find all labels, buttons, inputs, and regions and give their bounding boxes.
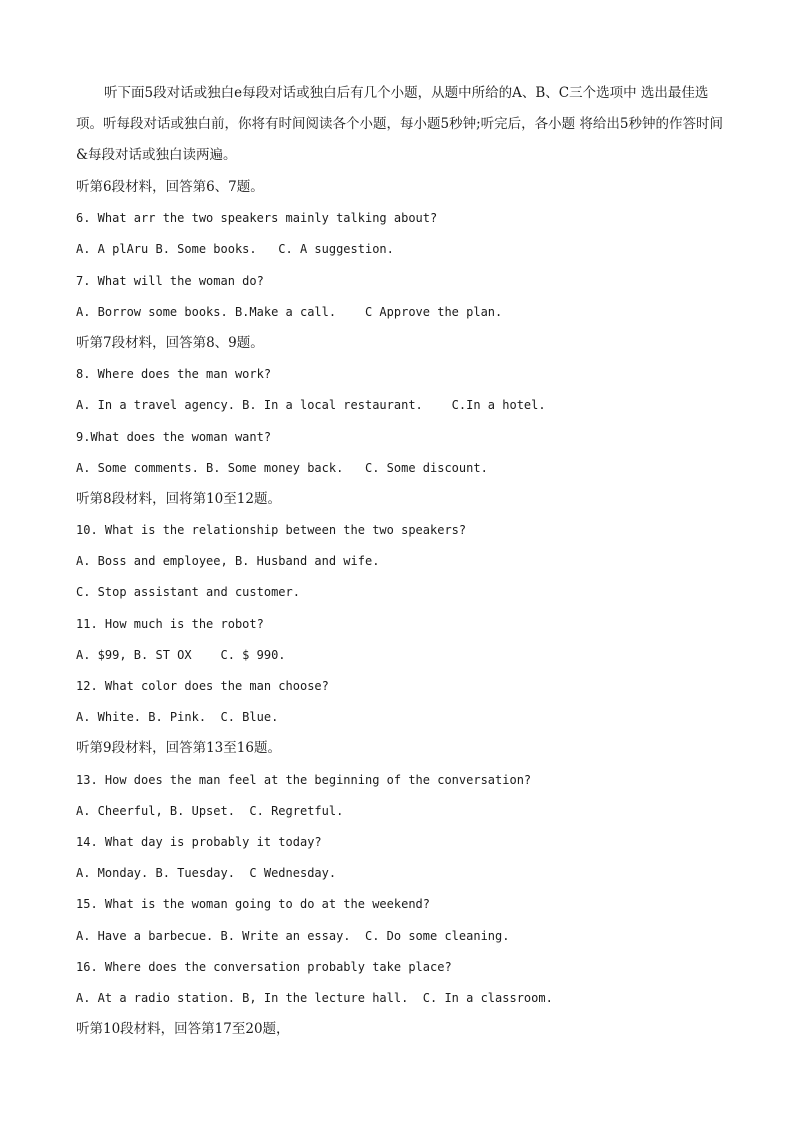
question-text: 10. What is the relationship between the two speakers? xyxy=(76,523,467,538)
question-list xyxy=(76,172,736,1045)
instructions-paragraph: 听下面5段对话或独白e每段对话或独白后有几个小题，从题中所给的A、B、C三个选项中 选出最佳选项。听每段对话或独白前，你将有时间阅读各个小题，每小题5秒钟;听完后，各小题 将给出5秒钟的作答时间&每段对话或独白读两遍。 xyxy=(76,85,724,163)
section-heading: 听第8段材料，回将第10至12题。 xyxy=(76,490,281,507)
question-text: 12. What color does the man choose? xyxy=(76,679,329,693)
answer-options: A. $99, B. ST OX C. $ 990. xyxy=(76,647,286,662)
answer-options: A. White. B. Pink. C. Blue. xyxy=(76,710,279,725)
section-heading: 听第9段材料，回答第13至16题。 xyxy=(76,740,281,757)
question-text: 6. What arr the two speakers mainly talking about? xyxy=(76,211,438,226)
answer-options: A. In a travel agency. B. In a local restaurant. C.In a hotel. xyxy=(76,398,546,413)
question-text: 15. What is the woman going to do at the weekend? xyxy=(76,897,431,912)
question-text: 13. How does the man feel at the beginning of the conversation? xyxy=(76,772,532,787)
question-text: 11. How much is the robot? xyxy=(76,616,264,631)
section-heading: 听第10段材料，回答第17至20题， xyxy=(76,1021,290,1038)
section-heading: 听第6段材料，回答第6、7题。 xyxy=(76,179,264,195)
answer-options: A. Boss and employee, B. Husband and wife. xyxy=(76,554,380,569)
question-text: 9.What does the woman want? xyxy=(76,429,272,444)
answer-options: A. Have a barbecue. B. Write an essay. C. Do some cleaning. xyxy=(76,928,510,943)
question-text: 8. Where does the man work? xyxy=(76,367,272,382)
answer-options: A. Monday. B. Tuesday. C Wednesday. xyxy=(76,866,337,881)
answer-options: A. A plAru B. Some books. C. A suggestion. xyxy=(76,242,394,257)
question-text: 7. What will the woman do? xyxy=(76,273,264,288)
answer-options: A. Cheerful, B. Upset. C. Regretful. xyxy=(76,803,344,818)
answer-options: A. At a radio station. B, In the lecture hall. C. In a classroom. xyxy=(76,990,553,1005)
section-heading: 听第7段材料，回答第8、9题。 xyxy=(76,334,264,351)
answer-options: A. Some comments. B. Some money back. C. Some discount. xyxy=(76,460,488,475)
answer-options: A. Borrow some books. B.Make a call. C Approve the plan. xyxy=(76,304,503,319)
answer-options: C. Stop assistant and customer. xyxy=(76,585,300,600)
question-text: 14. What day is probably it today? xyxy=(76,834,322,849)
question-text: 16. Where does the conversation probably take place? xyxy=(76,959,452,974)
